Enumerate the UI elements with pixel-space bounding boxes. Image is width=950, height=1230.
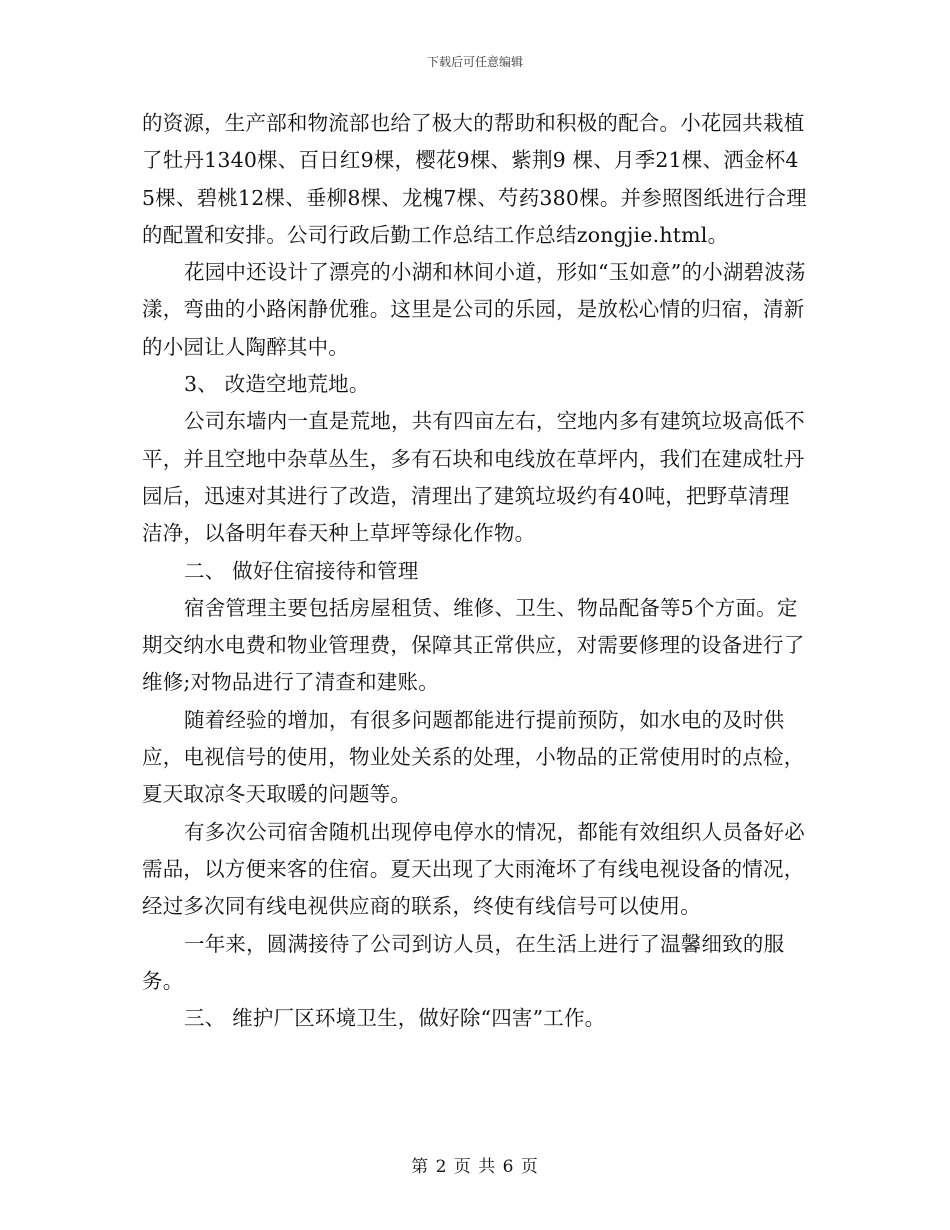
paragraph-wasteland: 公司东墙内一直是荒地，共有四亩左右，空地内多有建筑垃圾高低不平，并且空地中杂草丛生，多有石块和电线放在草坪内，我们在建成牡丹园后，迅速对其进行了改造，清理出了建筑垃圾约有40吨，把野草清理洁净，以备明年春天种上草坪等绿化作物。 — [142, 409, 805, 546]
page-footer: 第 2 页 共 6 页 — [411, 1157, 539, 1177]
paragraph-outages: 有多次公司宿舍随机出现停电停水的情况，都能有效组织人员备好必需品，以方便来客的住宿。夏天出现了大雨淹坏了有线电视设备的情况，经过多次同有线电视供应商的联系，终使有线信号可以使用。 — [142, 819, 805, 919]
document-body — [142, 105, 810, 1037]
paragraph-dormitory-management: 宿舍管理主要包括房屋租赁、维修、卫生、物品配备等5个方面。定期交纳水电费和物业管理费，保障其正常供应，对需要修理的设备进行了维修;对物品进行了清查和建账。 — [142, 595, 805, 695]
paragraph-visitors: 一年来，圆满接待了公司到访人员，在生活上进行了温馨细致的服务。 — [142, 931, 785, 993]
section-heading-wasteland: 3、 改造空地荒地。 — [184, 372, 370, 397]
page-header: 下载后可任意编辑 — [426, 55, 523, 69]
paragraph-experience: 随着经验的增加，有很多问题都能进行提前预防，如水电的及时供应，电视信号的使用，物业处关系的处理，小物品的正常使用时的点检，夏天取凉冬天取暖的问题等。 — [142, 707, 805, 807]
paragraph-garden-lake: 花园中还设计了漂亮的小湖和林间小道，形如“玉如意”的小湖碧波荡漾，弯曲的小路闲静优雅。这里是公司的乐园，是放松心情的归宿，清新的小园让人陶醉其中。 — [142, 260, 806, 359]
paragraph-planting-list: 的资源，生产部和物流部也给了极大的帮助和积极的配合。小花园共栽植了牡丹1340棵、百日红9棵，樱花9棵、紫荆9 棵、月季21棵、洒金杯45棵、碧桃12棵、垂柳8棵、龙槐7棵、芍药380棵。并参照图纸进行合理的配置和安排。公司行政后勤工作总结工作总结zongjie.html。 — [142, 111, 807, 247]
section-heading-sanitation: 三、 维护厂区环境卫生，做好除“四害”工作。 — [184, 1006, 606, 1031]
section-heading-accommodation: 二、 做好住宿接待和管理 — [184, 558, 419, 583]
